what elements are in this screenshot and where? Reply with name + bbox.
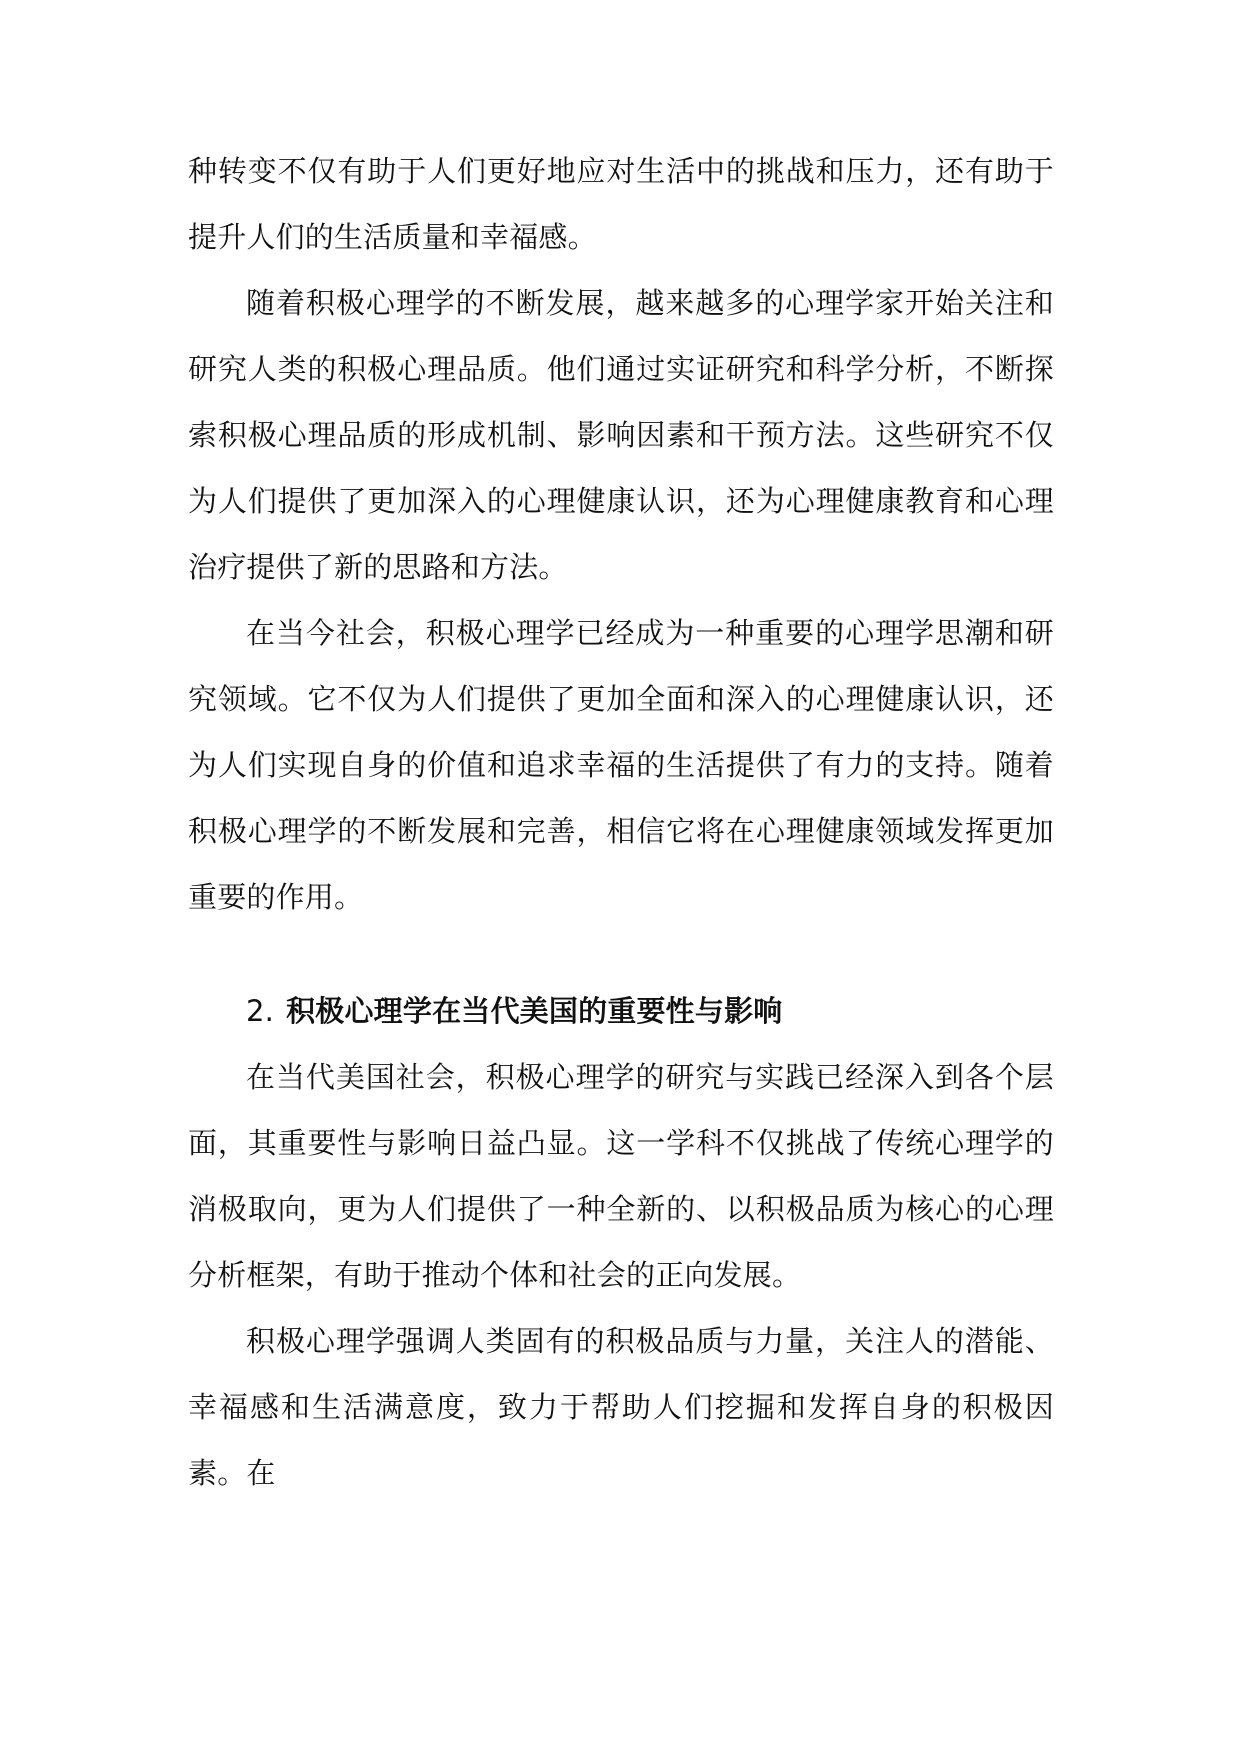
paragraph: 在当代美国社会，积极心理学的研究与实践已经深入到各个层面，其重要性与影响日益凸显。这一学科不仅挑战了传统心理学的消极取向，更为人们提供了一种全新的、以积极品质为核心的心理分析框架，有助于推动个体和社会的正向发展。 (188, 1060, 1054, 1292)
section-title: 积极心理学在当代美国的重要性与影响 (286, 994, 783, 1028)
section-heading (188, 978, 1054, 1044)
paragraph: 积极心理学强调人类固有的积极品质与力量，关注人的潜能、幸福感和生活满意度，致力于帮助人们挖掘和发挥自身的积极因素。在 (188, 1324, 1054, 1490)
paragraph-continued: 种转变不仅有助于人们更好地应对生活中的挑战和压力，还有助于提升人们的生活质量和幸福感。 (188, 154, 1054, 254)
paragraph: 随着积极心理学的不断发展，越来越多的心理学家开始关注和研究人类的积极心理品质。他们通过实证研究和科学分析，不断探索积极心理品质的形成机制、影响因素和干预方法。这些研究不仅为人们提供了更加深入的心理健康认识，还为心理健康教育和心理治疗提供了新的思路和方法。 (188, 286, 1054, 584)
section-number: 2. (246, 994, 275, 1028)
document-body (188, 138, 1054, 1506)
paragraph: 在当今社会，积极心理学已经成为一种重要的心理学思潮和研究领域。它不仅为人们提供了更加全面和深入的心理健康认识，还为人们实现自身的价值和追求幸福的生活提供了有力的支持。随着积极心理学的不断发展和完善，相信它将在心理健康领域发挥更加重要的作用。 (188, 616, 1054, 914)
